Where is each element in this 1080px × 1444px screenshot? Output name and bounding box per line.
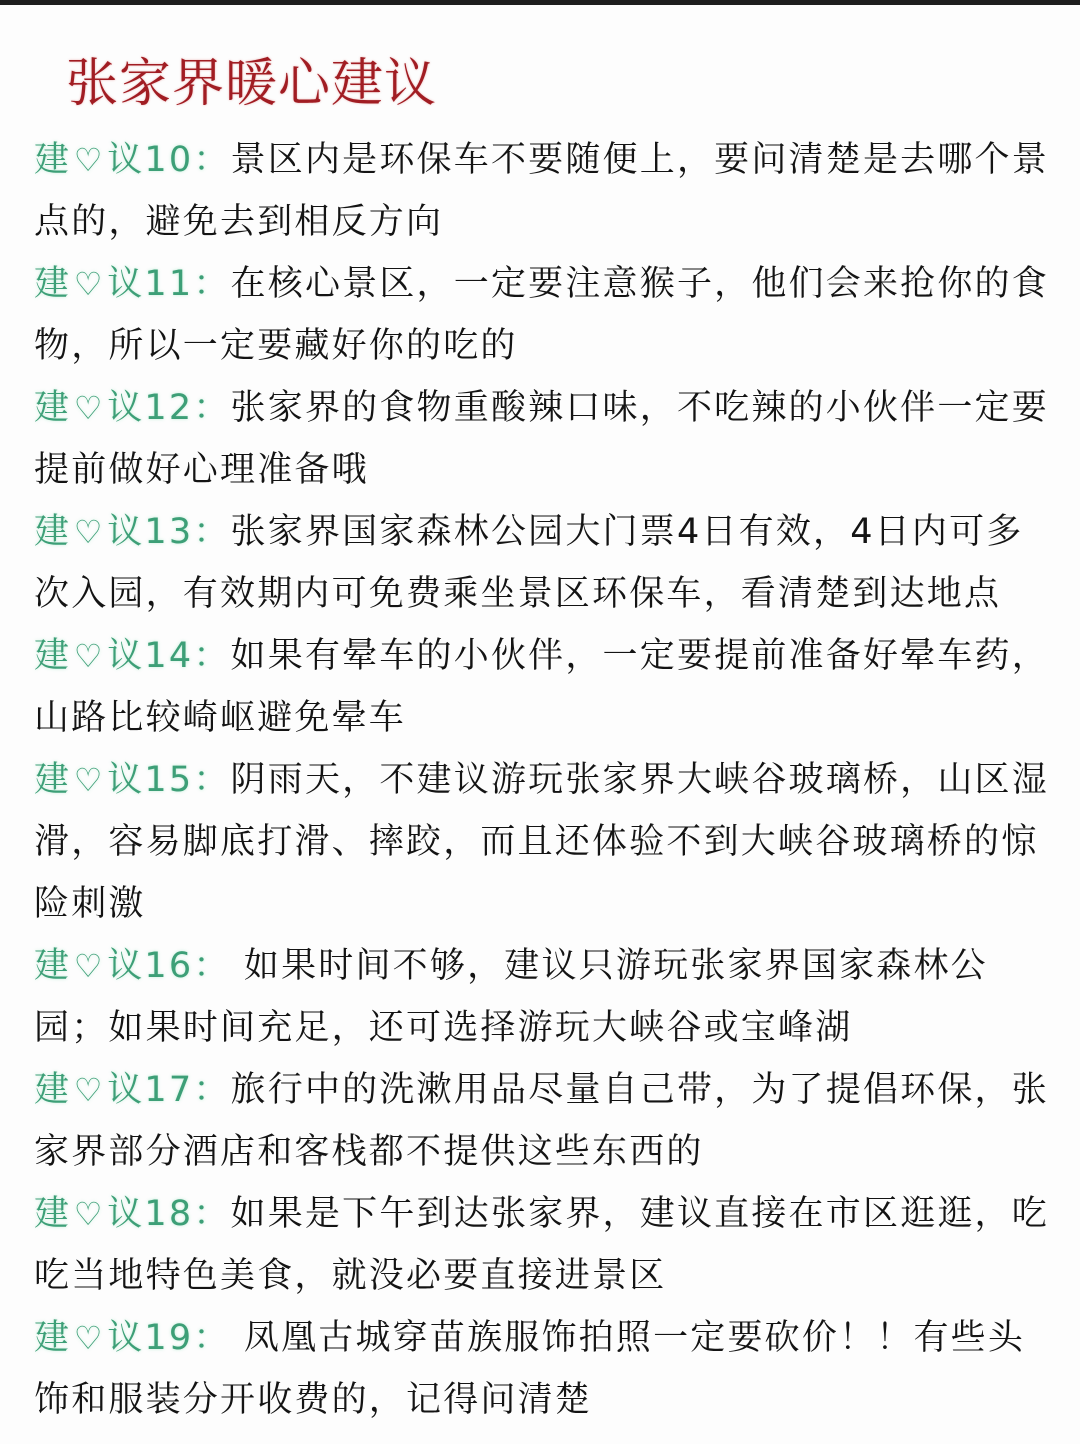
label-colon: ： — [193, 1318, 231, 1358]
label-prefix: 建 — [34, 636, 72, 676]
tip-item — [34, 1059, 1054, 1183]
heart-icon: ♡ — [73, 141, 105, 179]
label-suffix: 议 — [107, 512, 145, 552]
tip-label — [34, 1194, 231, 1234]
label-suffix: 议 — [107, 1194, 145, 1234]
tip-label — [34, 636, 231, 676]
label-suffix: 议 — [107, 636, 145, 676]
page-title: 张家界暖心建议 — [66, 54, 438, 114]
tip-label — [34, 760, 231, 800]
heart-icon: ♡ — [73, 389, 105, 427]
label-suffix: 议 — [107, 388, 145, 428]
label-prefix: 建 — [34, 140, 72, 180]
tip-text: 阴雨天，不建议游玩张家界大峡谷玻璃桥，山区湿滑，容易脚底打滑、摔跤，而且还体验不到大峡谷玻璃桥的惊险刺激 — [34, 760, 1049, 924]
tip-item — [34, 501, 1054, 625]
tip-text: 如果时间不够，建议只游玩张家界国家森林公园；如果时间充足，还可选择游玩大峡谷或宝峰湖 — [34, 946, 988, 1048]
tip-number: 10 — [144, 140, 194, 180]
tip-label — [34, 512, 231, 552]
tip-text: 景区内是环保车不要随便上，要问清楚是去哪个景点的，避免去到相反方向 — [34, 140, 1049, 242]
label-prefix: 建 — [34, 264, 72, 304]
heart-icon: ♡ — [73, 1195, 105, 1233]
heart-icon: ♡ — [73, 1071, 105, 1109]
tip-number: 13 — [144, 512, 194, 552]
heart-icon: ♡ — [73, 637, 105, 675]
label-prefix: 建 — [34, 946, 72, 986]
tip-label — [34, 1318, 231, 1358]
tip-item — [34, 749, 1054, 935]
label-colon: ： — [193, 636, 231, 676]
tip-label — [34, 1070, 231, 1110]
label-suffix: 议 — [107, 264, 145, 304]
tip-number: 17 — [144, 1070, 194, 1110]
tip-text: 如果是下午到达张家界，建议直接在市区逛逛，吃吃当地特色美食，就没必要直接进景区 — [34, 1194, 1049, 1296]
tip-text: 旅行中的洗漱用品尽量自己带，为了提倡环保，张家界部分酒店和客栈都不提供这些东西的 — [34, 1070, 1049, 1172]
tip-number: 19 — [144, 1318, 194, 1358]
tip-number: 11 — [144, 264, 194, 304]
tip-item — [34, 1307, 1054, 1431]
label-suffix: 议 — [107, 946, 145, 986]
label-colon: ： — [193, 264, 231, 304]
heart-icon: ♡ — [73, 761, 105, 799]
label-prefix: 建 — [34, 760, 72, 800]
tip-number: 12 — [144, 388, 194, 428]
tip-number: 18 — [144, 1194, 194, 1234]
label-suffix: 议 — [107, 140, 145, 180]
label-suffix: 议 — [107, 760, 145, 800]
heart-icon: ♡ — [73, 947, 105, 985]
label-prefix: 建 — [34, 512, 72, 552]
heart-icon: ♡ — [73, 265, 105, 303]
tip-label — [34, 140, 231, 180]
tip-number: 15 — [144, 760, 194, 800]
label-colon: ： — [193, 1194, 231, 1234]
tips-list — [34, 129, 1054, 1431]
tip-label — [34, 264, 231, 304]
label-suffix: 议 — [107, 1070, 145, 1110]
label-colon: ： — [193, 1070, 231, 1110]
document-page — [0, 5, 1080, 1444]
heart-icon: ♡ — [73, 1319, 105, 1357]
tip-label — [34, 388, 231, 428]
label-colon: ： — [193, 512, 231, 552]
tip-item — [34, 253, 1054, 377]
label-colon: ： — [193, 388, 231, 428]
label-prefix: 建 — [34, 1318, 72, 1358]
label-colon: ： — [193, 760, 231, 800]
tip-label — [34, 946, 231, 986]
label-prefix: 建 — [34, 1070, 72, 1110]
tip-number: 16 — [144, 946, 194, 986]
tip-number: 14 — [144, 636, 194, 676]
tip-text: 张家界的食物重酸辣口味，不吃辣的小伙伴一定要提前做好心理准备哦 — [34, 388, 1049, 490]
tip-text: 凤凰古城穿苗族服饰拍照一定要砍价！！有些头饰和服装分开收费的，记得问清楚 — [34, 1318, 1026, 1420]
tip-text: 张家界国家森林公园大门票4日有效，4日内可多次入园，有效期内可免费乘坐景区环保车，看清楚到达地点 — [34, 512, 1024, 614]
label-prefix: 建 — [34, 1194, 72, 1234]
tip-item — [34, 935, 1054, 1059]
label-suffix: 议 — [107, 1318, 145, 1358]
label-colon: ： — [193, 140, 231, 180]
tip-item — [34, 377, 1054, 501]
tip-text: 在核心景区，一定要注意猴子，他们会来抢你的食物，所以一定要藏好你的吃的 — [34, 264, 1049, 366]
label-colon: ： — [193, 946, 231, 986]
tip-item — [34, 1183, 1054, 1307]
heart-icon: ♡ — [73, 513, 105, 551]
tip-item — [34, 625, 1054, 749]
tip-item — [34, 129, 1054, 253]
label-prefix: 建 — [34, 388, 72, 428]
tip-text: 如果有晕车的小伙伴，一定要提前准备好晕车药，山路比较崎岖避免晕车 — [34, 636, 1049, 738]
